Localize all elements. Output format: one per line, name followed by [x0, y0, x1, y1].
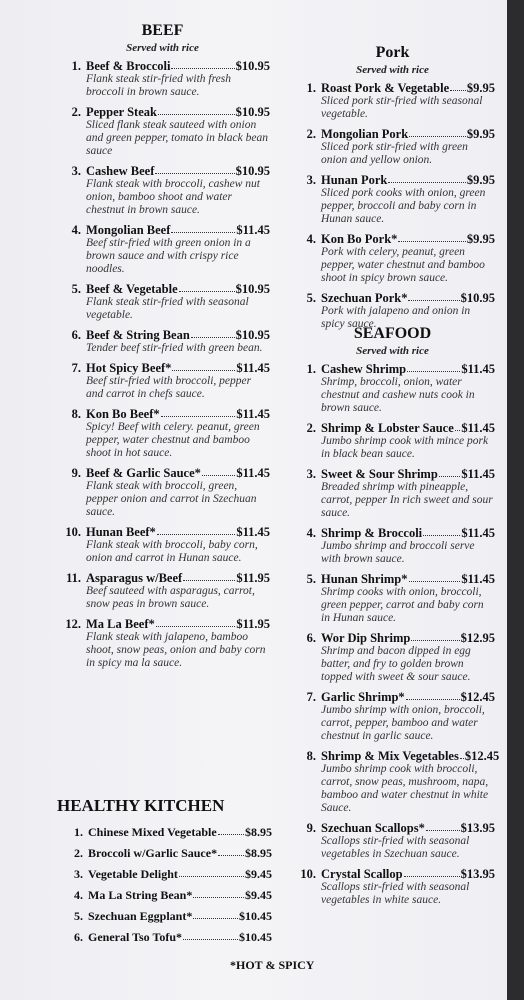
menu-item-name: Szechuan Pork* — [321, 291, 408, 305]
menu-item-price: $9.95 — [466, 127, 495, 141]
menu-item-number: 12. — [65, 617, 81, 631]
menu-item-description: Scallops stir-fried with seasonal vegetables in Szechuan sauce. — [321, 835, 470, 860]
menu-item-row — [55, 224, 270, 237]
menu-item — [290, 174, 495, 226]
menu-item-number: 5. — [71, 282, 81, 296]
menu-item-name: Beef & Vegetable — [86, 282, 178, 296]
leader-dots — [398, 233, 465, 242]
menu-item-name: Garlic Shrimp* — [321, 690, 405, 704]
menu-item-price: $8.95 — [245, 825, 272, 839]
menu-item — [57, 910, 272, 923]
menu-item-name: Hunan Pork — [321, 173, 388, 187]
menu-item-row — [290, 292, 495, 305]
menu-item-price: $11.45 — [461, 572, 495, 586]
menu-item-row — [290, 691, 495, 704]
background-edge — [507, 0, 524, 1000]
menu-item-row — [57, 868, 272, 881]
leader-dots — [191, 329, 235, 338]
menu-item-name: Kon Bo Pork* — [321, 232, 398, 246]
menu-item-name: Beef & String Bean — [86, 328, 190, 342]
menu-item-name: Pepper Steak — [86, 105, 157, 119]
pork-section — [290, 44, 495, 338]
menu-item-row — [55, 283, 270, 296]
leader-dots — [183, 931, 238, 940]
menu-item-row — [290, 82, 495, 95]
menu-item-number: 6. — [71, 328, 81, 342]
menu-item-description: Flank steak with broccoli, green, pepper onion and carrot in Szechuan sauce. — [86, 480, 257, 518]
leader-dots — [408, 292, 459, 301]
healthy-list — [57, 826, 272, 944]
menu-item-description: Sliced flank steak sauteed with onion and green pepper, tomato in black bean sauce — [86, 119, 268, 157]
leader-dots — [409, 573, 461, 582]
beef-list — [55, 60, 270, 670]
beef-section — [55, 22, 270, 677]
menu-item-number: 9. — [306, 821, 316, 835]
menu-item-row — [57, 847, 272, 860]
menu-item-number: 7. — [306, 690, 316, 704]
menu-item-number: 3. — [74, 867, 83, 881]
menu-item-description: Breaded shrimp with pineapple, carrot, pepper In rich sweet and sour sauce. — [321, 481, 493, 519]
menu-item-number: 5. — [306, 572, 316, 586]
menu-item-row — [55, 165, 270, 178]
menu-item-price: $9.95 — [466, 232, 495, 246]
menu-item-row — [55, 467, 270, 480]
menu-item-name: Ma La String Bean* — [88, 888, 193, 902]
menu-item-name: Kon Bo Beef* — [86, 407, 160, 421]
menu-item-price: $11.45 — [236, 466, 270, 480]
menu-item-description: Jumbo shrimp and broccoli serve with brown sauce. — [321, 540, 475, 565]
menu-item-name: Beef & Broccoli — [86, 59, 171, 73]
menu-item-number: 8. — [306, 749, 316, 763]
leader-dots — [193, 889, 244, 898]
menu-item-name: Hot Spicy Beef* — [86, 361, 172, 375]
leader-dots — [202, 467, 235, 476]
menu-item-name: Shrimp & Broccoli — [321, 526, 423, 540]
menu-item-row — [290, 632, 495, 645]
menu-item-price: $8.95 — [245, 846, 272, 860]
menu-item-name: Chinese Mixed Vegetable — [88, 825, 217, 839]
menu-item-number: 4. — [306, 232, 316, 246]
menu-item — [290, 632, 495, 684]
menu-item-price: $10.95 — [235, 328, 270, 342]
menu-item-description: Shrimp, broccoli, onion, water chestnut and cashew nuts cook in brown sauce. — [321, 376, 475, 414]
seafood-section — [290, 325, 500, 914]
leader-dots — [407, 363, 460, 372]
menu-item-description: Flank steak stir-fried with fresh broccoli in brown sauce. — [86, 73, 231, 98]
menu-item-name: Asparagus w/Beef — [86, 571, 183, 585]
pork-title: Pork — [375, 44, 410, 61]
menu-item-description: Pork with jalapeno and onion in spicy sauce. — [321, 305, 471, 330]
menu-item — [290, 233, 495, 285]
menu-item-price: $11.45 — [461, 362, 495, 376]
leader-dots — [388, 174, 466, 183]
menu-item-row — [290, 468, 495, 481]
menu-item-row — [290, 749, 500, 763]
menu-item-description: Flank steak with broccoli, baby corn, onion and carrot in Hunan sauce. — [86, 539, 258, 564]
menu-item-price: $10.45 — [239, 909, 272, 923]
menu-item-price: $9.45 — [245, 867, 272, 881]
menu-item — [57, 931, 272, 944]
menu-item-name: Cashew Shrimp — [321, 362, 407, 376]
menu-item-name: Broccoli w/Garlic Sauce* — [88, 846, 218, 860]
menu-item-price: $12.45 — [460, 690, 495, 704]
menu-item — [290, 363, 495, 415]
menu-item-row — [290, 128, 495, 141]
menu-item — [290, 822, 495, 861]
menu-item-number: 5. — [306, 291, 316, 305]
menu-item-number: 10. — [65, 525, 81, 539]
menu-item-price: $12.45 — [464, 749, 500, 763]
menu-item-name: Crystal Scallop — [321, 867, 403, 881]
menu-item-number: 7. — [71, 361, 81, 375]
menu-item-row — [290, 822, 495, 835]
menu-item — [290, 868, 495, 907]
menu-item — [290, 527, 495, 566]
pork-subtitle: Served with rice — [356, 64, 429, 76]
menu-item-name: Shrimp & Lobster Sauce — [321, 421, 454, 435]
menu-item — [290, 128, 495, 167]
menu-item-name: Mongolian Beef — [86, 223, 171, 237]
leader-dots — [183, 572, 235, 581]
menu-item-price: $10.95 — [235, 59, 270, 73]
menu-item-number: 1. — [306, 81, 316, 95]
beef-subtitle: Served with rice — [126, 42, 199, 54]
menu-item-name: Wor Dip Shrimp — [321, 631, 411, 645]
menu-item-name: Hunan Shrimp* — [321, 572, 408, 586]
menu-item-name: Mongolian Pork — [321, 127, 409, 141]
menu-item-price: $11.45 — [461, 421, 495, 435]
menu-item-number: 8. — [71, 407, 81, 421]
menu-item-name: Szechuan Eggplant* — [88, 909, 193, 923]
menu-item-row — [290, 233, 495, 246]
menu-item-number: 4. — [71, 223, 81, 237]
menu-item-price: $10.95 — [235, 105, 270, 119]
menu-item-number: 1. — [71, 59, 81, 73]
menu-item-description: Jumbo shrimp with onion, broccoli, carrot, pepper, bamboo and water chestnut in garlic sauce. — [321, 704, 485, 742]
menu-item-row — [290, 174, 495, 187]
menu-item — [290, 573, 495, 625]
menu-item-number: 10. — [300, 867, 316, 881]
menu-item-price: $11.45 — [461, 526, 495, 540]
menu-item — [290, 422, 495, 461]
menu-item-number: 2. — [306, 421, 316, 435]
menu-item — [55, 283, 270, 322]
menu-item-row — [55, 60, 270, 73]
menu-item-price: $11.45 — [236, 223, 270, 237]
menu-item-price: $13.95 — [460, 867, 495, 881]
menu-item-price: $9.95 — [466, 81, 495, 95]
menu-item-row — [57, 910, 272, 923]
pork-list — [290, 82, 495, 331]
menu-item — [55, 526, 270, 565]
menu-item-name: Szechuan Scallops* — [321, 821, 425, 835]
menu-item-name: Ma La Beef* — [86, 617, 155, 631]
menu-item-name: Hunan Beef* — [86, 525, 156, 539]
menu-item — [55, 329, 270, 355]
menu-item-description: Scallops stir-fried with seasonal vegetables in white sauce. — [321, 881, 470, 906]
menu-item-name: Beef & Garlic Sauce* — [86, 466, 201, 480]
menu-item-number: 6. — [306, 631, 316, 645]
menu-item-row — [57, 889, 272, 902]
menu-item-row — [55, 572, 270, 585]
leader-dots — [179, 868, 244, 877]
menu-item — [57, 847, 272, 860]
menu-item — [57, 889, 272, 902]
menu-item-number: 2. — [71, 105, 81, 119]
menu-item-row — [55, 618, 270, 631]
menu-item — [57, 826, 272, 839]
menu-item-row — [290, 573, 495, 586]
menu-item-row — [57, 826, 272, 839]
menu-item-description: Pork with celery, peanut, green pepper, water chestnut and bamboo shoot in spicy brown sauce. — [321, 246, 485, 284]
menu-item — [55, 408, 270, 460]
menu-item-description: Jumbo shrimp cook with broccoli, carrot, snow peas, mushroom, napa, bamboo and water chestnut in white Sauce. — [321, 763, 489, 814]
leader-dots — [411, 632, 459, 641]
menu-item-number: 1. — [74, 825, 83, 839]
healthy-section — [57, 796, 272, 952]
menu-item-name: Vegetable Delight — [88, 867, 178, 881]
menu-item-name: Cashew Beef — [86, 164, 155, 178]
menu-item-row — [55, 408, 270, 421]
seafood-subtitle: Served with rice — [356, 345, 429, 357]
menu-item-row — [290, 422, 495, 435]
menu-item-row — [57, 931, 272, 944]
menu-item-name: Roast Pork & Vegetable — [321, 81, 450, 95]
menu-item-description: Tender beef stir-fried with green bean. — [86, 342, 263, 354]
menu-item-row — [290, 363, 495, 376]
menu-item-price: $11.95 — [236, 571, 270, 585]
menu-item-number: 6. — [74, 930, 83, 944]
menu-item — [55, 572, 270, 611]
menu-item-description: Shrimp and bacon dipped in egg batter, and fry to golden brown topped with sweet & sour sauce. — [321, 645, 471, 683]
menu-item — [55, 60, 270, 99]
leader-dots — [423, 527, 460, 536]
menu-item-price: $10.95 — [460, 291, 495, 305]
menu-item — [55, 618, 270, 670]
menu-item-price: $11.45 — [236, 361, 270, 375]
menu-item-price: $10.95 — [235, 164, 270, 178]
menu-item-number: 4. — [74, 888, 83, 902]
leader-dots — [409, 128, 466, 137]
menu-item-description: Beef stir-fried with green onion in a brown sauce and with crispy rice noodles. — [86, 237, 251, 275]
leader-dots — [406, 691, 460, 700]
menu-item-description: Jumbo shrimp cook with mince pork in black bean sauce. — [321, 435, 489, 460]
menu-item-price: $11.45 — [236, 525, 270, 539]
menu-item — [55, 165, 270, 217]
menu-item-description: Sliced pork stir-fried with green onion and yellow onion. — [321, 141, 468, 166]
menu-item-price: $10.45 — [239, 930, 272, 944]
leader-dots — [193, 910, 238, 919]
menu-item-description: Sliced pork cooks with onion, green pepper, broccoli and baby corn in Hunan sauce. — [321, 187, 486, 225]
leader-dots — [161, 408, 236, 417]
leader-dots — [218, 847, 244, 856]
menu-item-name: General Tso Tofu* — [88, 930, 183, 944]
menu-item-row — [55, 329, 270, 342]
menu-item — [55, 106, 270, 158]
menu-item-price: $11.45 — [461, 467, 495, 481]
leader-dots — [179, 283, 235, 292]
menu-item — [57, 868, 272, 881]
leader-dots — [455, 422, 461, 431]
healthy-title: HEALTHY KITCHEN — [57, 796, 225, 815]
menu-item-number: 3. — [71, 164, 81, 178]
menu-item-number: 5. — [74, 909, 83, 923]
leader-dots — [172, 362, 235, 371]
menu-item-description: Spicy! Beef with celery. peanut, green pepper, water chestnut and bamboo shoot in hot sauce. — [86, 421, 260, 459]
menu-item-number: 2. — [306, 127, 316, 141]
leader-dots — [158, 106, 235, 115]
leader-dots — [157, 526, 236, 535]
leader-dots — [171, 60, 234, 69]
menu-item-price: $12.95 — [460, 631, 495, 645]
menu-item-description: Sliced pork stir-fried with seasonal vegetable. — [321, 95, 483, 120]
seafood-list — [290, 362, 500, 907]
menu-item-description: Flank steak stir-fried with seasonal vegetable. — [86, 296, 249, 321]
menu-item-price: $11.95 — [236, 617, 270, 631]
menu-item-description: Beef sauteed with asparagus, carrot, snow peas in brown sauce. — [86, 585, 255, 610]
menu-item-row — [55, 362, 270, 375]
menu-item-number: 3. — [306, 173, 316, 187]
menu-item-description: Flank steak with jalapeno, bamboo shoot, snow peas, onion and baby corn in spicy ma la sauce. — [86, 631, 266, 669]
menu-item — [290, 749, 500, 815]
menu-item — [55, 224, 270, 276]
menu-item-number: 1. — [306, 362, 316, 376]
menu-item-number: 9. — [71, 466, 81, 480]
leader-dots — [450, 82, 466, 91]
leader-dots — [439, 468, 461, 477]
menu-item-price: $13.95 — [460, 821, 495, 835]
leader-dots — [460, 750, 464, 759]
menu-item-number: 2. — [74, 846, 83, 860]
menu-item-name: Shrimp & Mix Vegetables — [321, 749, 459, 763]
leader-dots — [155, 165, 234, 174]
menu-item — [290, 468, 495, 520]
menu-item-row — [55, 526, 270, 539]
menu-item-description: Beef stir-fried with broccoli, pepper and carrot in chefs sauce. — [86, 375, 252, 400]
leader-dots — [156, 618, 236, 627]
hot-spicy-note: *HOT & SPICY — [230, 958, 315, 972]
menu-item-name: Sweet & Sour Shrimp — [321, 467, 438, 481]
menu-item-price: $9.45 — [245, 888, 272, 902]
menu-item-number: 4. — [306, 526, 316, 540]
menu-item-number: 3. — [306, 467, 316, 481]
menu-item-row — [290, 868, 495, 881]
menu-item-row — [55, 106, 270, 119]
menu-item — [55, 467, 270, 519]
leader-dots — [171, 224, 235, 233]
menu-item — [290, 82, 495, 121]
leader-dots — [218, 826, 244, 835]
menu-item-description: Flank steak with broccoli, cashew nut onion, bamboo shoot and water chestnut in brown sauce. — [86, 178, 260, 216]
menu-item-number: 11. — [66, 571, 81, 585]
beef-title: BEEF — [141, 22, 184, 39]
menu-item-row — [290, 527, 495, 540]
menu-item — [290, 691, 495, 743]
leader-dots — [426, 822, 460, 831]
menu-item-price: $11.45 — [236, 407, 270, 421]
leader-dots — [404, 868, 460, 877]
menu-item-price: $10.95 — [235, 282, 270, 296]
seafood-title: SEAFOOD — [353, 325, 432, 342]
menu-item-description: Shrimp cooks with onion, broccoli, green pepper, carrot and baby corn in Hunan sauce. — [321, 586, 484, 624]
menu-item — [55, 362, 270, 401]
menu-item-price: $9.95 — [466, 173, 495, 187]
